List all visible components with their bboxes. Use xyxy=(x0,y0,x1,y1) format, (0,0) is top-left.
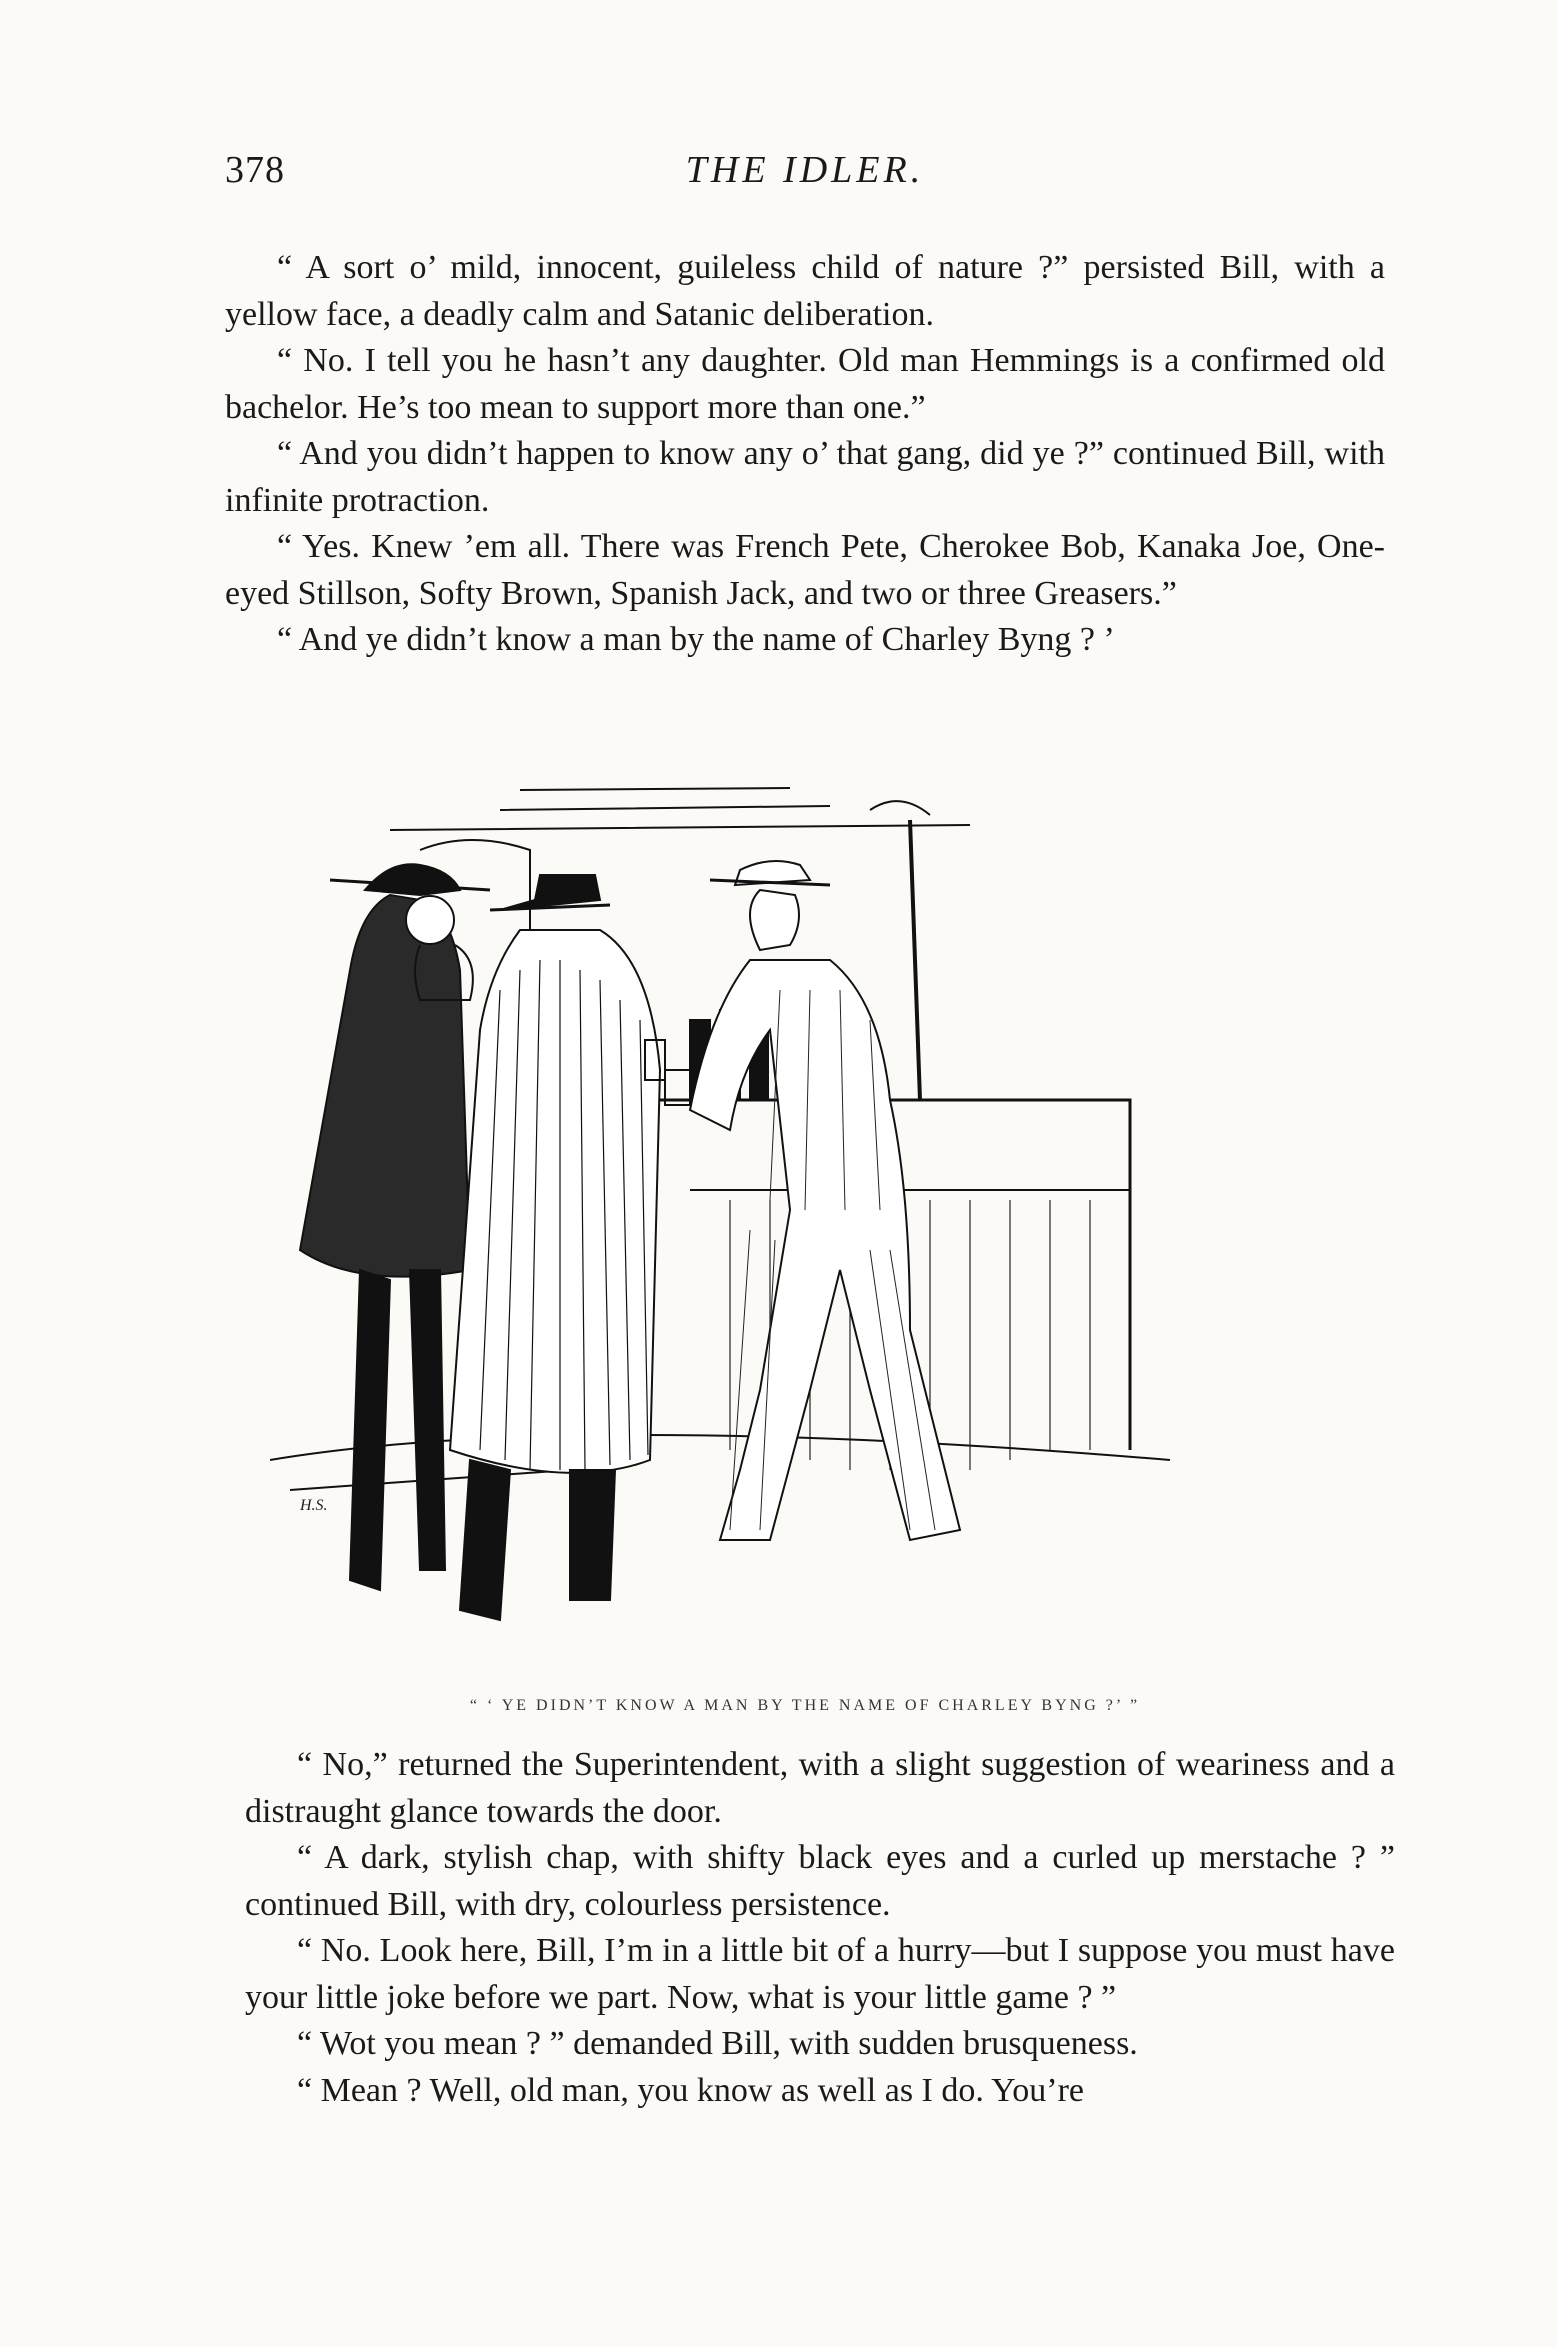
paragraph: “ No. I tell you he hasn’t any daughter. Old man Hemmings is a confirmed old bachelor. He’s too mean to support more than one.” xyxy=(225,342,1385,426)
paragraph: “ No. Look here, Bill, I’m in a little bit of a hurry—but I suppose you must have your little joke before we part. Now, what is your little game ? ” xyxy=(245,1932,1395,2016)
text-block-bottom xyxy=(245,1742,1395,2114)
paragraph: “ Yes. Knew ’em all. There was French Pete, Cherokee Bob, Kanaka Joe, One-eyed Stillson, Softy Brown, Spanish Jack, and two or three Greasers.” xyxy=(225,528,1385,612)
text-block-top xyxy=(225,245,1385,664)
paragraph: “ Wot you mean ? ” demanded Bill, with sudden brusqueness. xyxy=(297,2025,1138,2062)
running-head: THE IDLER. xyxy=(685,149,925,191)
paragraph: “ A dark, stylish chap, with shifty black eyes and a curled up merstache ? ” continued Bill, with dry, colourless persistence. xyxy=(245,1839,1395,1923)
paragraph: “ A sort o’ mild, innocent, guileless child of nature ?” persisted Bill, with a yellow face, a deadly calm and Satanic deliberation. xyxy=(225,249,1385,333)
saloon-illustration xyxy=(270,770,1370,1670)
illustration-caption: “ ‘ YE DIDN’T KNOW A MAN BY THE NAME OF CHARLEY BYNG ?’ ” xyxy=(469,1697,1141,1714)
paragraph: “ And you didn’t happen to know any o’ that gang, did ye ?” continued Bill, with infinite protraction. xyxy=(225,435,1385,519)
paragraph: “ And ye didn’t know a man by the name of Charley Byng ? ’ xyxy=(277,621,1115,658)
page-number: 378 xyxy=(225,149,285,191)
page-header xyxy=(225,148,1385,208)
paragraph: “ Mean ? Well, old man, you know as well as I do. You’re xyxy=(297,2071,1084,2109)
artist-signature: H.S. xyxy=(300,1497,328,1514)
paragraph: “ No,” returned the Superintendent, with a slight suggestion of weariness and a distraught glance towards the door. xyxy=(245,1746,1395,1830)
